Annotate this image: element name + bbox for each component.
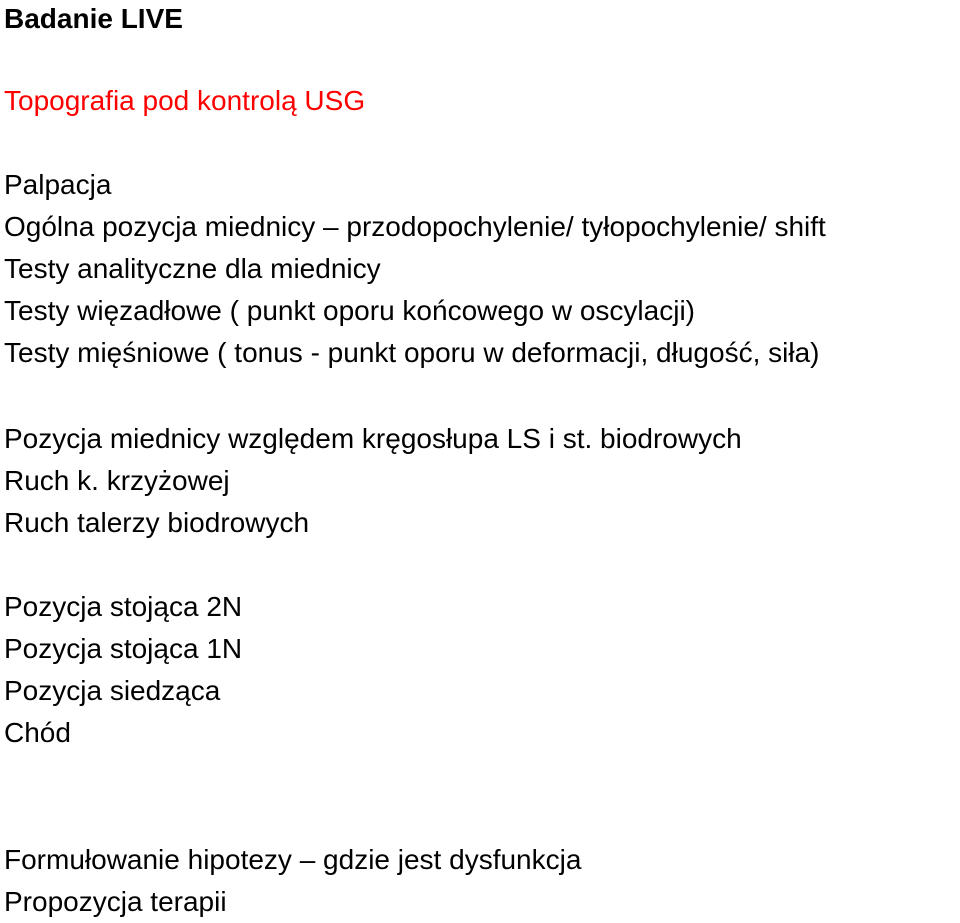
list-item: Testy mięśniowe ( tonus - punkt oporu w deformacji, długość, siła) bbox=[4, 337, 820, 368]
list-item: Ogólna pozycja miednicy – przodopochylenie/ tyłopochylenie/ shift bbox=[4, 211, 826, 242]
list-item: Testy analityczne dla miednicy bbox=[4, 253, 381, 284]
list-item: Pozycja stojąca 2N bbox=[4, 591, 243, 622]
list-item: Chód bbox=[4, 717, 71, 748]
list-item: Pozycja siedząca bbox=[4, 675, 221, 706]
section-examination-tests bbox=[4, 164, 826, 374]
list-item: Pozycja miednicy względem kręgosłupa LS i st. biodrowych bbox=[4, 423, 742, 454]
section-body-positions bbox=[4, 586, 242, 754]
section-pelvis-position bbox=[4, 418, 742, 544]
list-item: Ruch talerzy biodrowych bbox=[4, 507, 310, 538]
list-item: Testy więzadłowe ( punkt oporu końcowego w oscylacji) bbox=[4, 295, 695, 326]
list-item: Formułowanie hipotezy – gdzie jest dysfunkcja bbox=[4, 844, 582, 875]
list-item: Propozycja terapii bbox=[4, 886, 227, 917]
page-subtitle: Topografia pod kontrolą USG bbox=[4, 85, 366, 116]
list-item: Ruch k. krzyżowej bbox=[4, 465, 230, 496]
list-item: Palpacja bbox=[4, 169, 112, 200]
page-title: Badanie LIVE bbox=[4, 3, 183, 34]
section-conclusions bbox=[4, 839, 581, 923]
list-item: Pozycja stojąca 1N bbox=[4, 633, 243, 664]
